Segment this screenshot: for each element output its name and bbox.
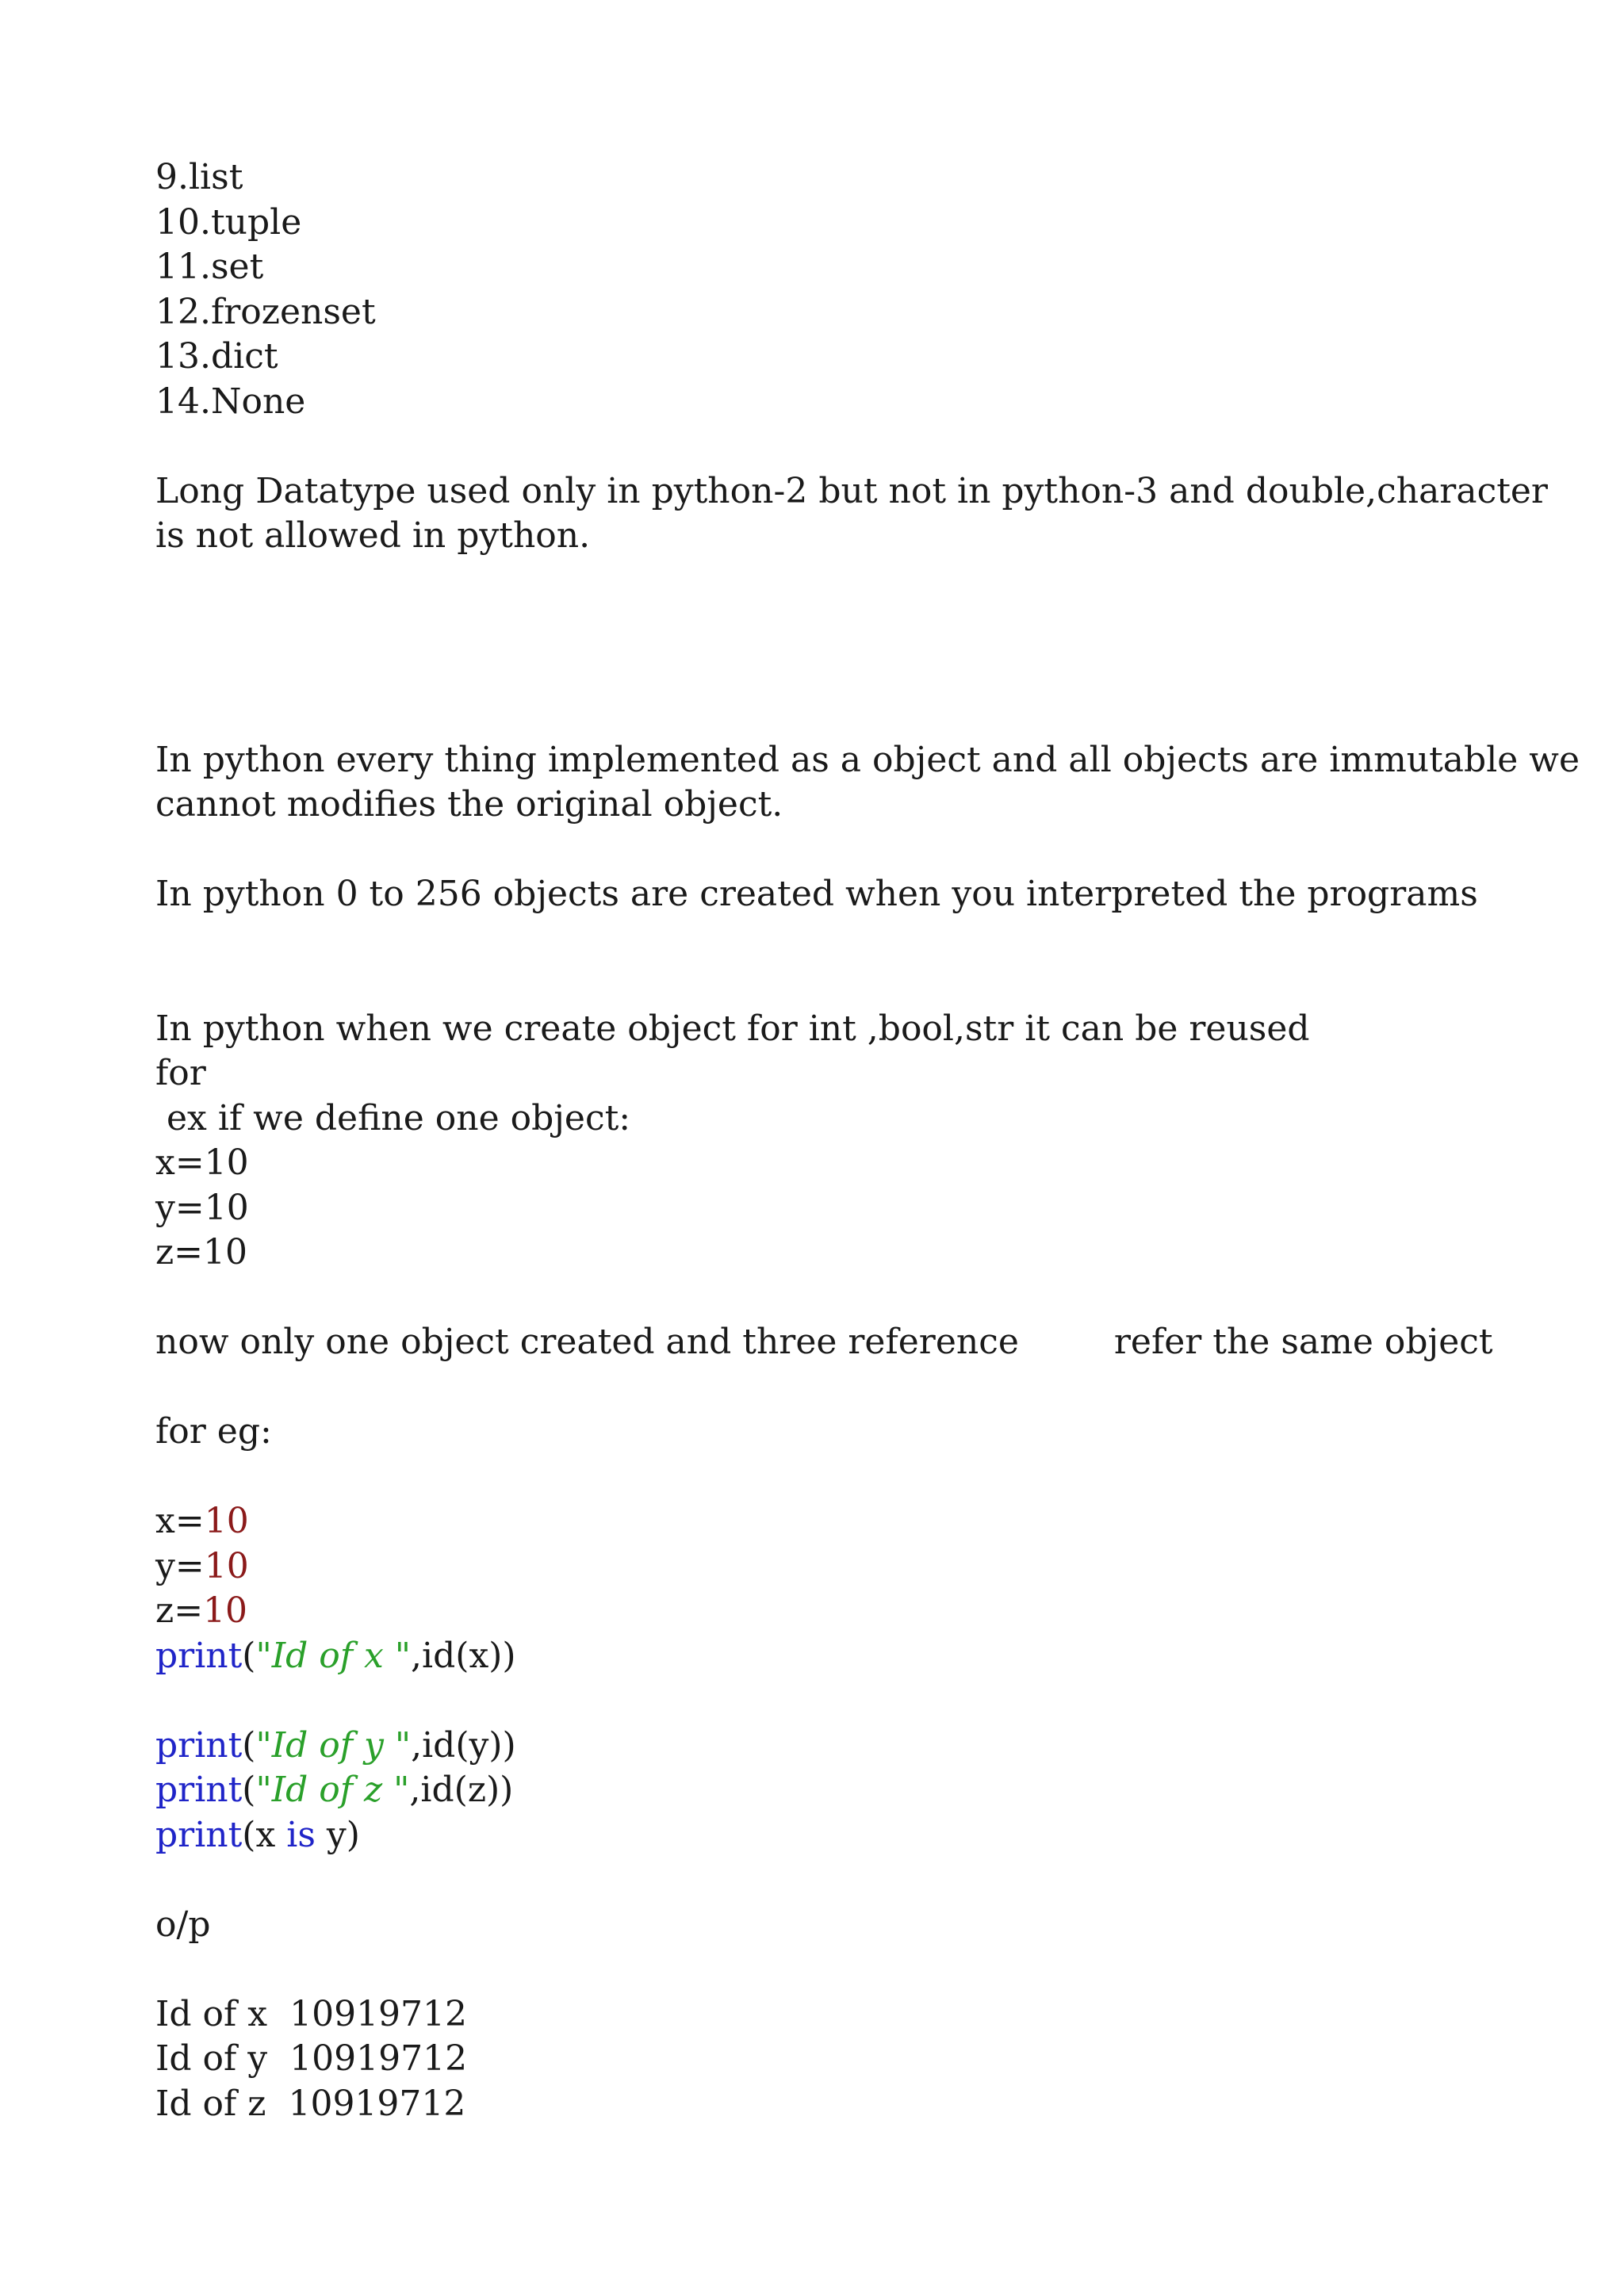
output-line: Id of x 10919712 bbox=[155, 1993, 468, 2034]
print-keyword: print bbox=[155, 1635, 243, 1676]
code-line: z=10 bbox=[155, 1590, 248, 1631]
paragraph-line: In python when we create object for int ,bool,str it can be reused bbox=[155, 1008, 1310, 1049]
number-literal: 10 bbox=[203, 1590, 248, 1631]
code-line: print("Id of x ",id(x)) bbox=[155, 1635, 516, 1676]
string-literal: "Id of z " bbox=[255, 1770, 410, 1810]
code-line: y=10 bbox=[155, 1545, 249, 1586]
code-line: print("Id of y ",id(y)) bbox=[155, 1724, 516, 1766]
list-item: 10.tuple bbox=[155, 201, 302, 243]
code-line: x=10 bbox=[155, 1501, 249, 1541]
paragraph-line: ex if we define one object: bbox=[155, 1097, 631, 1138]
reference-right: refer the same object bbox=[1113, 1322, 1493, 1362]
for-eg-label: for eg: bbox=[155, 1411, 272, 1452]
paragraph-line: Long Datatype used only in python-2 but not in python-3 and double,character bbox=[155, 470, 1548, 511]
assignment-line: y=10 bbox=[155, 1187, 249, 1228]
output-block bbox=[155, 1992, 1503, 2127]
paragraph-line: is not allowed in python. bbox=[155, 515, 591, 556]
number-literal: 10 bbox=[204, 1501, 249, 1541]
string-literal: "Id of y " bbox=[255, 1724, 412, 1766]
list-item: 12.frozenset bbox=[155, 291, 376, 332]
list-item: 13.dict bbox=[155, 336, 278, 377]
assignment-line: z=10 bbox=[155, 1232, 248, 1272]
list-item: 9.list bbox=[155, 157, 243, 197]
print-keyword: print bbox=[155, 1724, 243, 1766]
print-keyword: print bbox=[155, 1770, 243, 1810]
document-page bbox=[155, 155, 1580, 2126]
is-keyword: is bbox=[286, 1814, 316, 1855]
reference-left: now only one object created and three reference bbox=[155, 1322, 1019, 1362]
paragraph-line: In python every thing implemented as a object and all objects are immutable we bbox=[155, 739, 1580, 780]
assignment-line: x=10 bbox=[155, 1142, 249, 1183]
output-line: Id of z 10919712 bbox=[155, 2083, 466, 2124]
print-keyword: print bbox=[155, 1814, 243, 1855]
paragraph-objects bbox=[155, 738, 1580, 828]
code-block bbox=[155, 1499, 1503, 1858]
list-item: 14.None bbox=[155, 381, 306, 422]
string-literal: "Id of x " bbox=[255, 1635, 412, 1676]
paragraph-range: In python 0 to 256 objects are created when you interpreted the programs bbox=[155, 874, 1478, 914]
number-literal: 10 bbox=[204, 1545, 249, 1586]
paragraph-line: for bbox=[155, 1053, 206, 1093]
paragraph-reuse bbox=[155, 1007, 1503, 1142]
list-item: 11.set bbox=[155, 247, 264, 287]
code-line: print(x is y) bbox=[155, 1814, 360, 1855]
datatype-list bbox=[155, 155, 1503, 424]
paragraph-line: cannot modifies the original object. bbox=[155, 784, 783, 825]
reference-sentence bbox=[155, 1320, 1503, 1365]
output-line: Id of y 10919712 bbox=[155, 2038, 468, 2079]
paragraph-long-datatype bbox=[155, 469, 1548, 559]
example-assignments bbox=[155, 1141, 1503, 1276]
output-label: o/p bbox=[155, 1904, 211, 1945]
code-line: print("Id of z ",id(z)) bbox=[155, 1770, 514, 1810]
